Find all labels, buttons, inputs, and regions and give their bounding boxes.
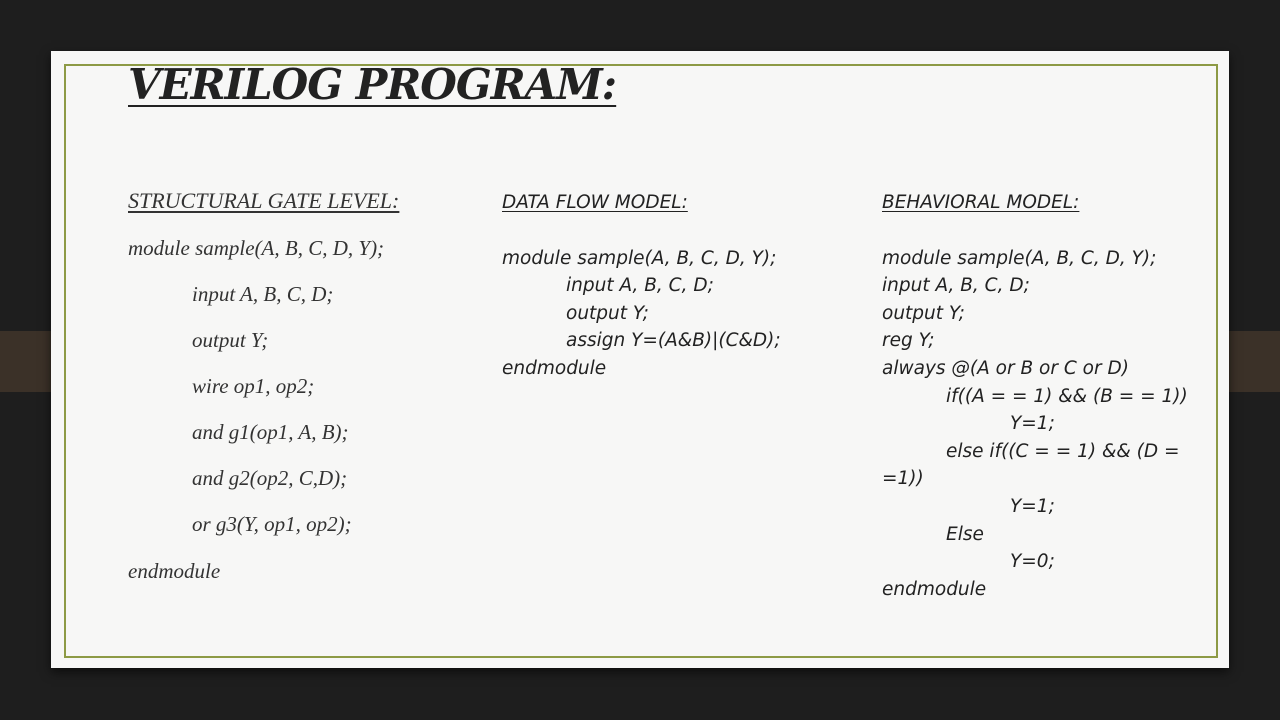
dataflow-line: output Y; (566, 303, 649, 324)
structural-line: input A, B, C, D; (192, 282, 334, 306)
dataflow-line: input A, B, C, D; (566, 275, 714, 296)
behavioral-line: endmodule (882, 579, 987, 600)
structural-line: output Y; (192, 328, 269, 352)
behavioral-line: Y=1; (1010, 413, 1055, 434)
structural-heading: STRUCTURAL GATE LEVEL: (128, 188, 400, 213)
dataflow-line: module sample(A, B, C, D, Y); (502, 248, 777, 269)
dataflow-heading: DATA FLOW MODEL: (502, 192, 688, 213)
dataflow-line: endmodule (502, 358, 607, 379)
structural-line: module sample(A, B, C, D, Y); (128, 236, 385, 260)
behavioral-line: input A, B, C, D; (882, 275, 1030, 296)
behavioral-line: Else (946, 524, 984, 545)
behavioral-line: output Y; (882, 303, 965, 324)
behavioral-line: module sample(A, B, C, D, Y); (882, 248, 1157, 269)
dataflow-line: assign Y=(A&B)|(C&D); (566, 330, 781, 351)
behavioral-heading: BEHAVIORAL MODEL: (882, 192, 1080, 213)
structural-line: and g2(op2, C,D); (192, 466, 348, 490)
slide-title: VERILOG PROGRAM: (128, 60, 617, 109)
behavioral-line: if((A = = 1) && (B = = 1)) (946, 386, 1188, 407)
behavioral-line: else if((C = = 1) && (D = (946, 441, 1180, 462)
structural-line: endmodule (128, 559, 221, 583)
behavioral-line: Y=0; (1010, 551, 1055, 572)
behavioral-line: =1)) (882, 468, 924, 489)
structural-line: wire op1, op2; (192, 374, 315, 398)
behavioral-line: always @(A or B or C or D) (882, 358, 1129, 379)
behavioral-line: reg Y; (882, 330, 935, 351)
behavioral-line: Y=1; (1010, 496, 1055, 517)
structural-line: or g3(Y, op1, op2); (192, 512, 352, 536)
structural-line: and g1(op1, A, B); (192, 420, 349, 444)
